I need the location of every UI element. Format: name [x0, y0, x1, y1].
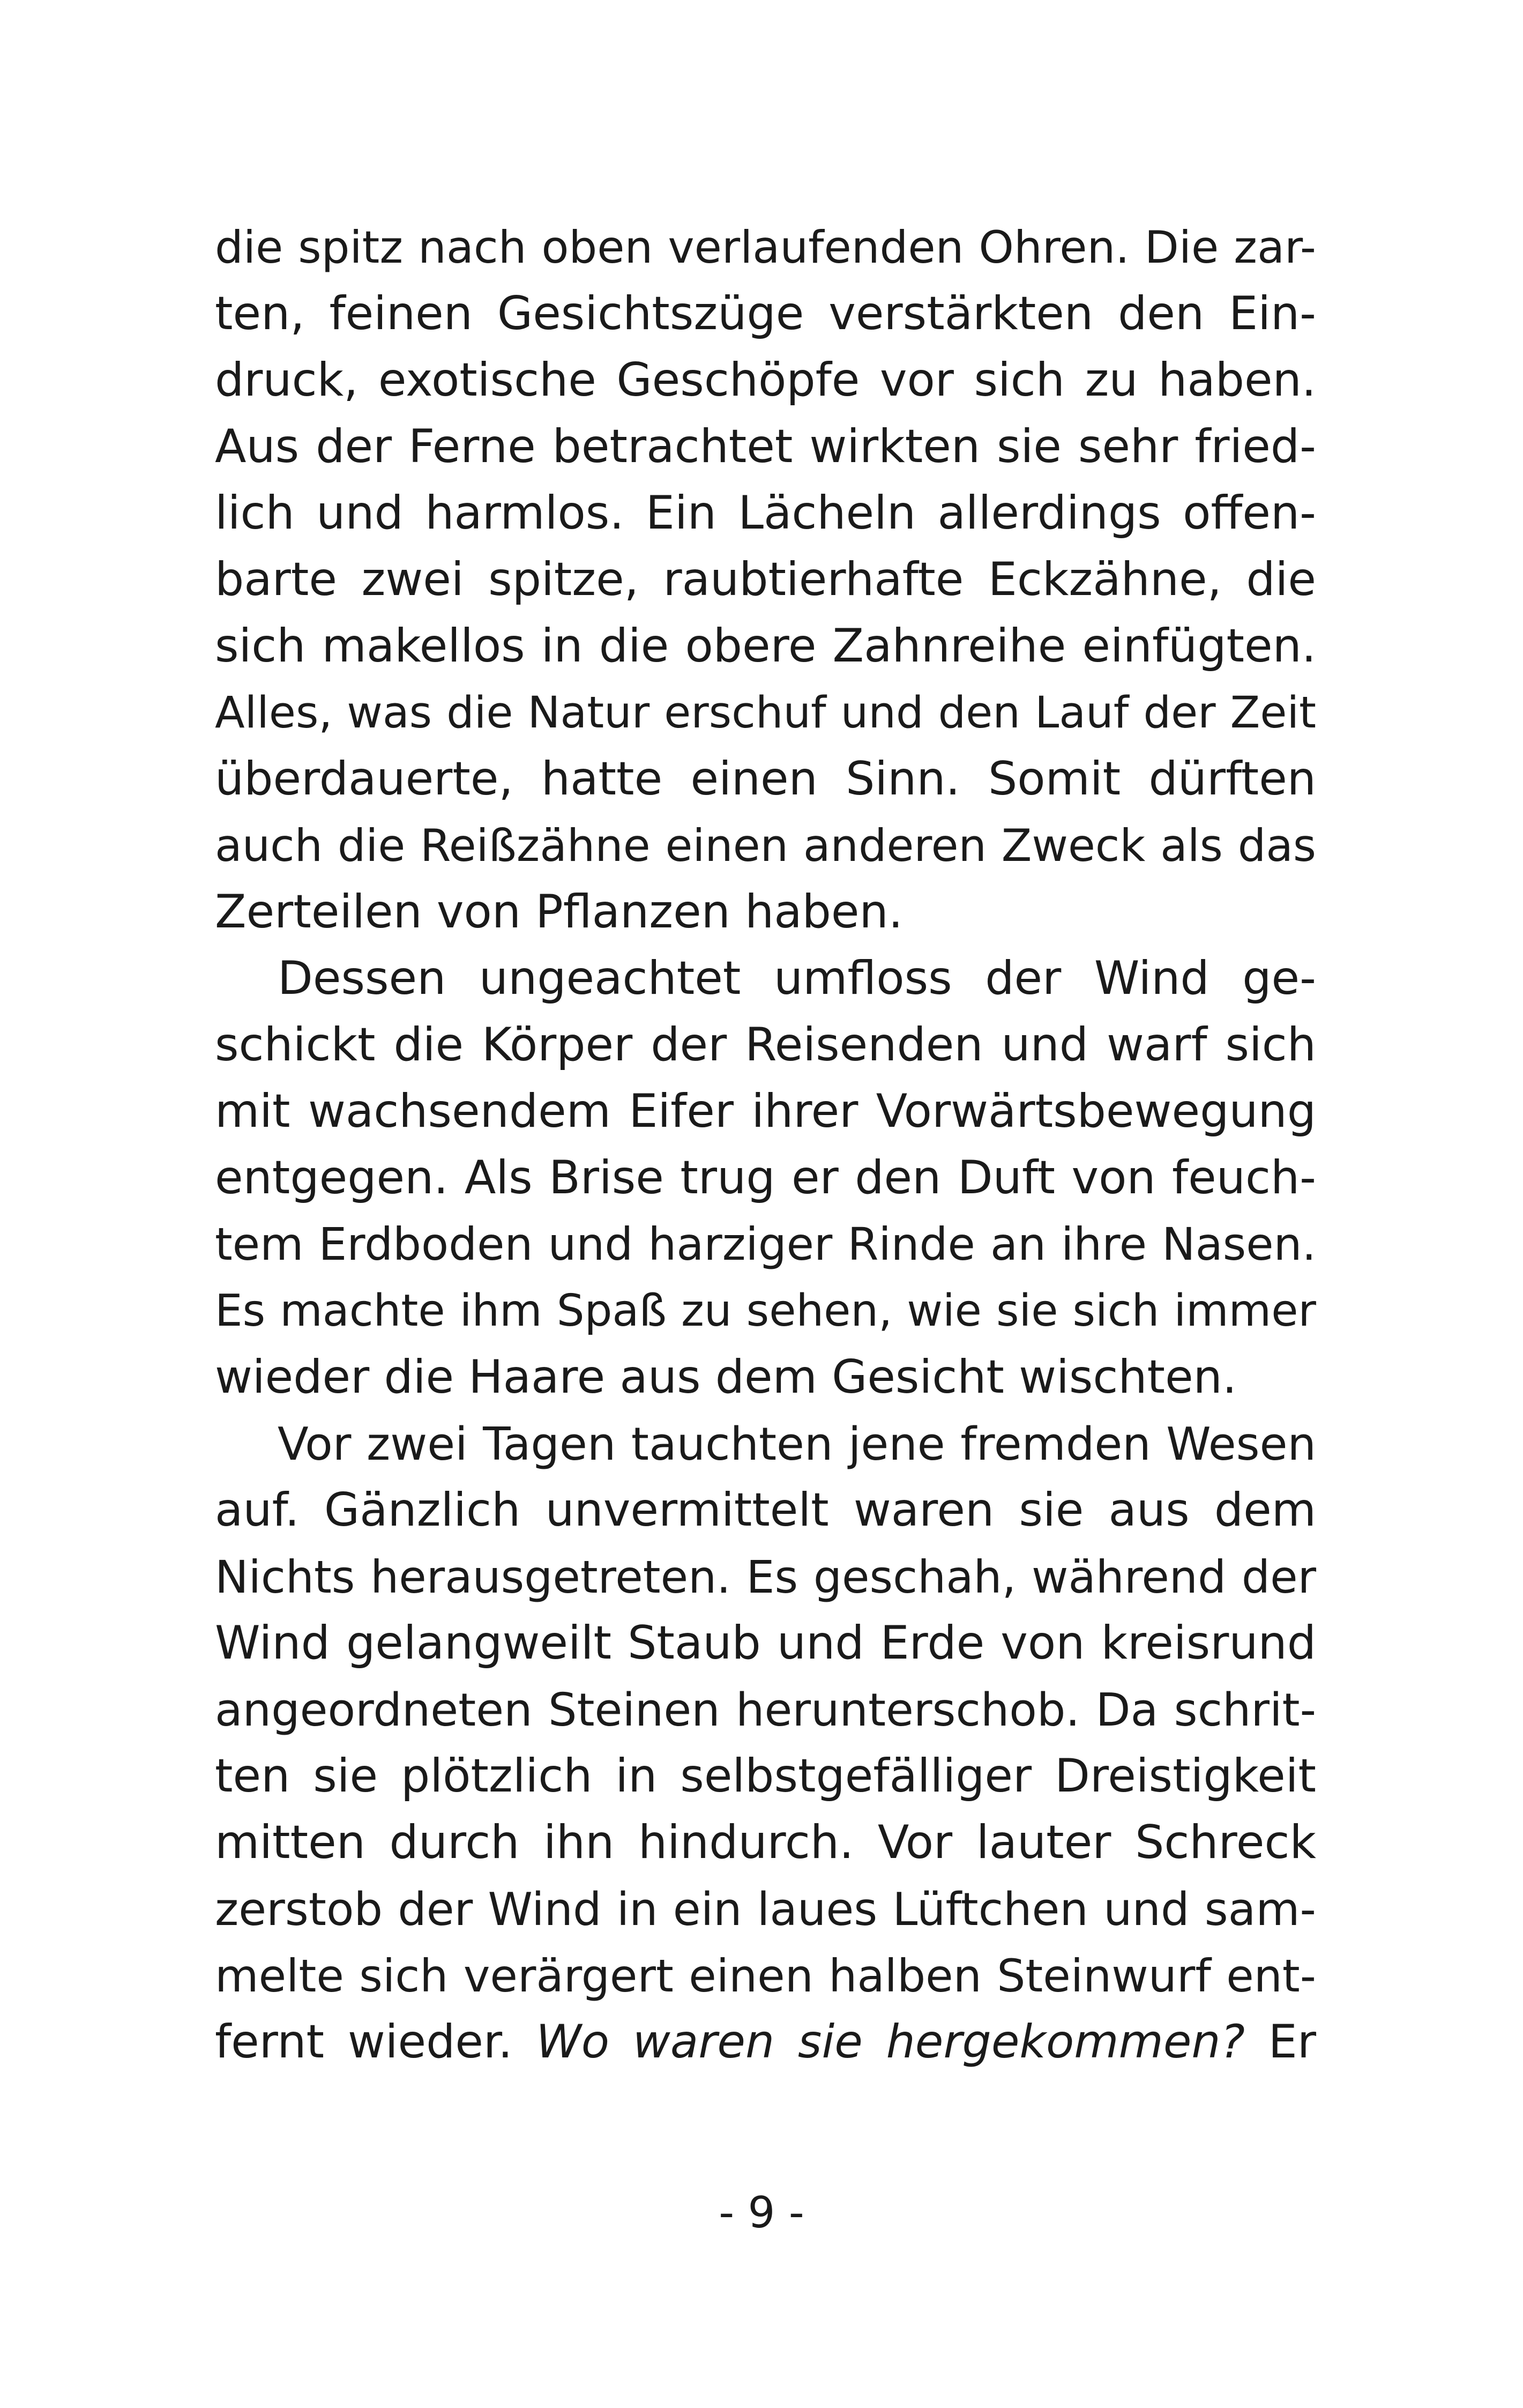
- text-line: mitten durch ihn hindurch. Vor lauter Schreck: [215, 1816, 1316, 1869]
- text-line: schickt die Körper der Reisenden und warf sich: [215, 1019, 1316, 1072]
- text-line: Aus der Ferne betrachtet wirkten sie sehr fried-: [215, 420, 1316, 473]
- text-line: überdauerte, hatte einen Sinn. Somit dürften: [215, 753, 1316, 806]
- text-line: angeordneten Steinen herunterschob. Da schrit-: [215, 1684, 1316, 1736]
- text-line: zerstob der Wind in ein laues Lüftchen und sam-: [215, 1883, 1316, 1936]
- text-line: entgegen. Als Brise trug er den Duft von feuch-: [215, 1151, 1316, 1205]
- text-line: Es machte ihm Spaß zu sehen, wie sie sich immer: [215, 1285, 1316, 1336]
- text-line: Wind gelangweilt Staub und Erde von kreisrund: [215, 1617, 1316, 1670]
- page-number: - 9 -: [719, 2188, 804, 2238]
- text-line: Dessen ungeachtet umfloss der Wind ge-: [278, 952, 1316, 1005]
- text-line: Zerteilen von Pflanzen haben.: [215, 886, 903, 939]
- text-line: ten, feinen Gesichtszüge verstärkten den Ein-: [215, 287, 1316, 340]
- text-line: melte sich verärgert einen halben Steinwurf ent-: [215, 1950, 1316, 2002]
- text-line: lich und harmlos. Ein Lächeln allerdings offen-: [215, 487, 1316, 540]
- text-line: mit wachsendem Eifer ihrer Vorwärtsbewegung: [215, 1085, 1316, 1138]
- italic-question: Wo waren sie hergekommen?: [536, 2016, 1245, 2069]
- text-line: auch die Reißzähne einen anderen Zweck als das: [215, 820, 1316, 872]
- text-line: Alles, was die Natur erschuf und den Lauf der Zeit: [215, 687, 1316, 738]
- text-line: tem Erdboden und harziger Rinde an ihre Nasen.: [215, 1218, 1316, 1270]
- text-line: barte zwei spitze, raubtierhafte Eckzähne, die: [215, 553, 1316, 606]
- text-line: sich makellos in die obere Zahnreihe einfügten.: [215, 620, 1316, 673]
- text-line-final: [215, 2009, 1316, 2076]
- text-line: druck, exotische Geschöpfe vor sich zu haben.: [215, 354, 1316, 407]
- text-line: ten sie plötzlich in selbstgefälliger Dreistigkeit: [215, 1750, 1316, 1803]
- text-line: auf. Gänzlich unvermittelt waren sie aus dem: [215, 1484, 1316, 1537]
- text-line: Vor zwei Tagen tauchten jene fremden Wesen: [278, 1418, 1316, 1470]
- text-line: wieder die Haare aus dem Gesicht wischten.: [215, 1351, 1237, 1404]
- text-line: Nichts herausgetreten. Es geschah, während der: [215, 1551, 1316, 1603]
- text-segment: fernt wieder.: [215, 2016, 513, 2069]
- text-segment: Er: [1268, 2016, 1316, 2069]
- text-line: die spitz nach oben verlaufenden Ohren. Die zar-: [215, 221, 1316, 273]
